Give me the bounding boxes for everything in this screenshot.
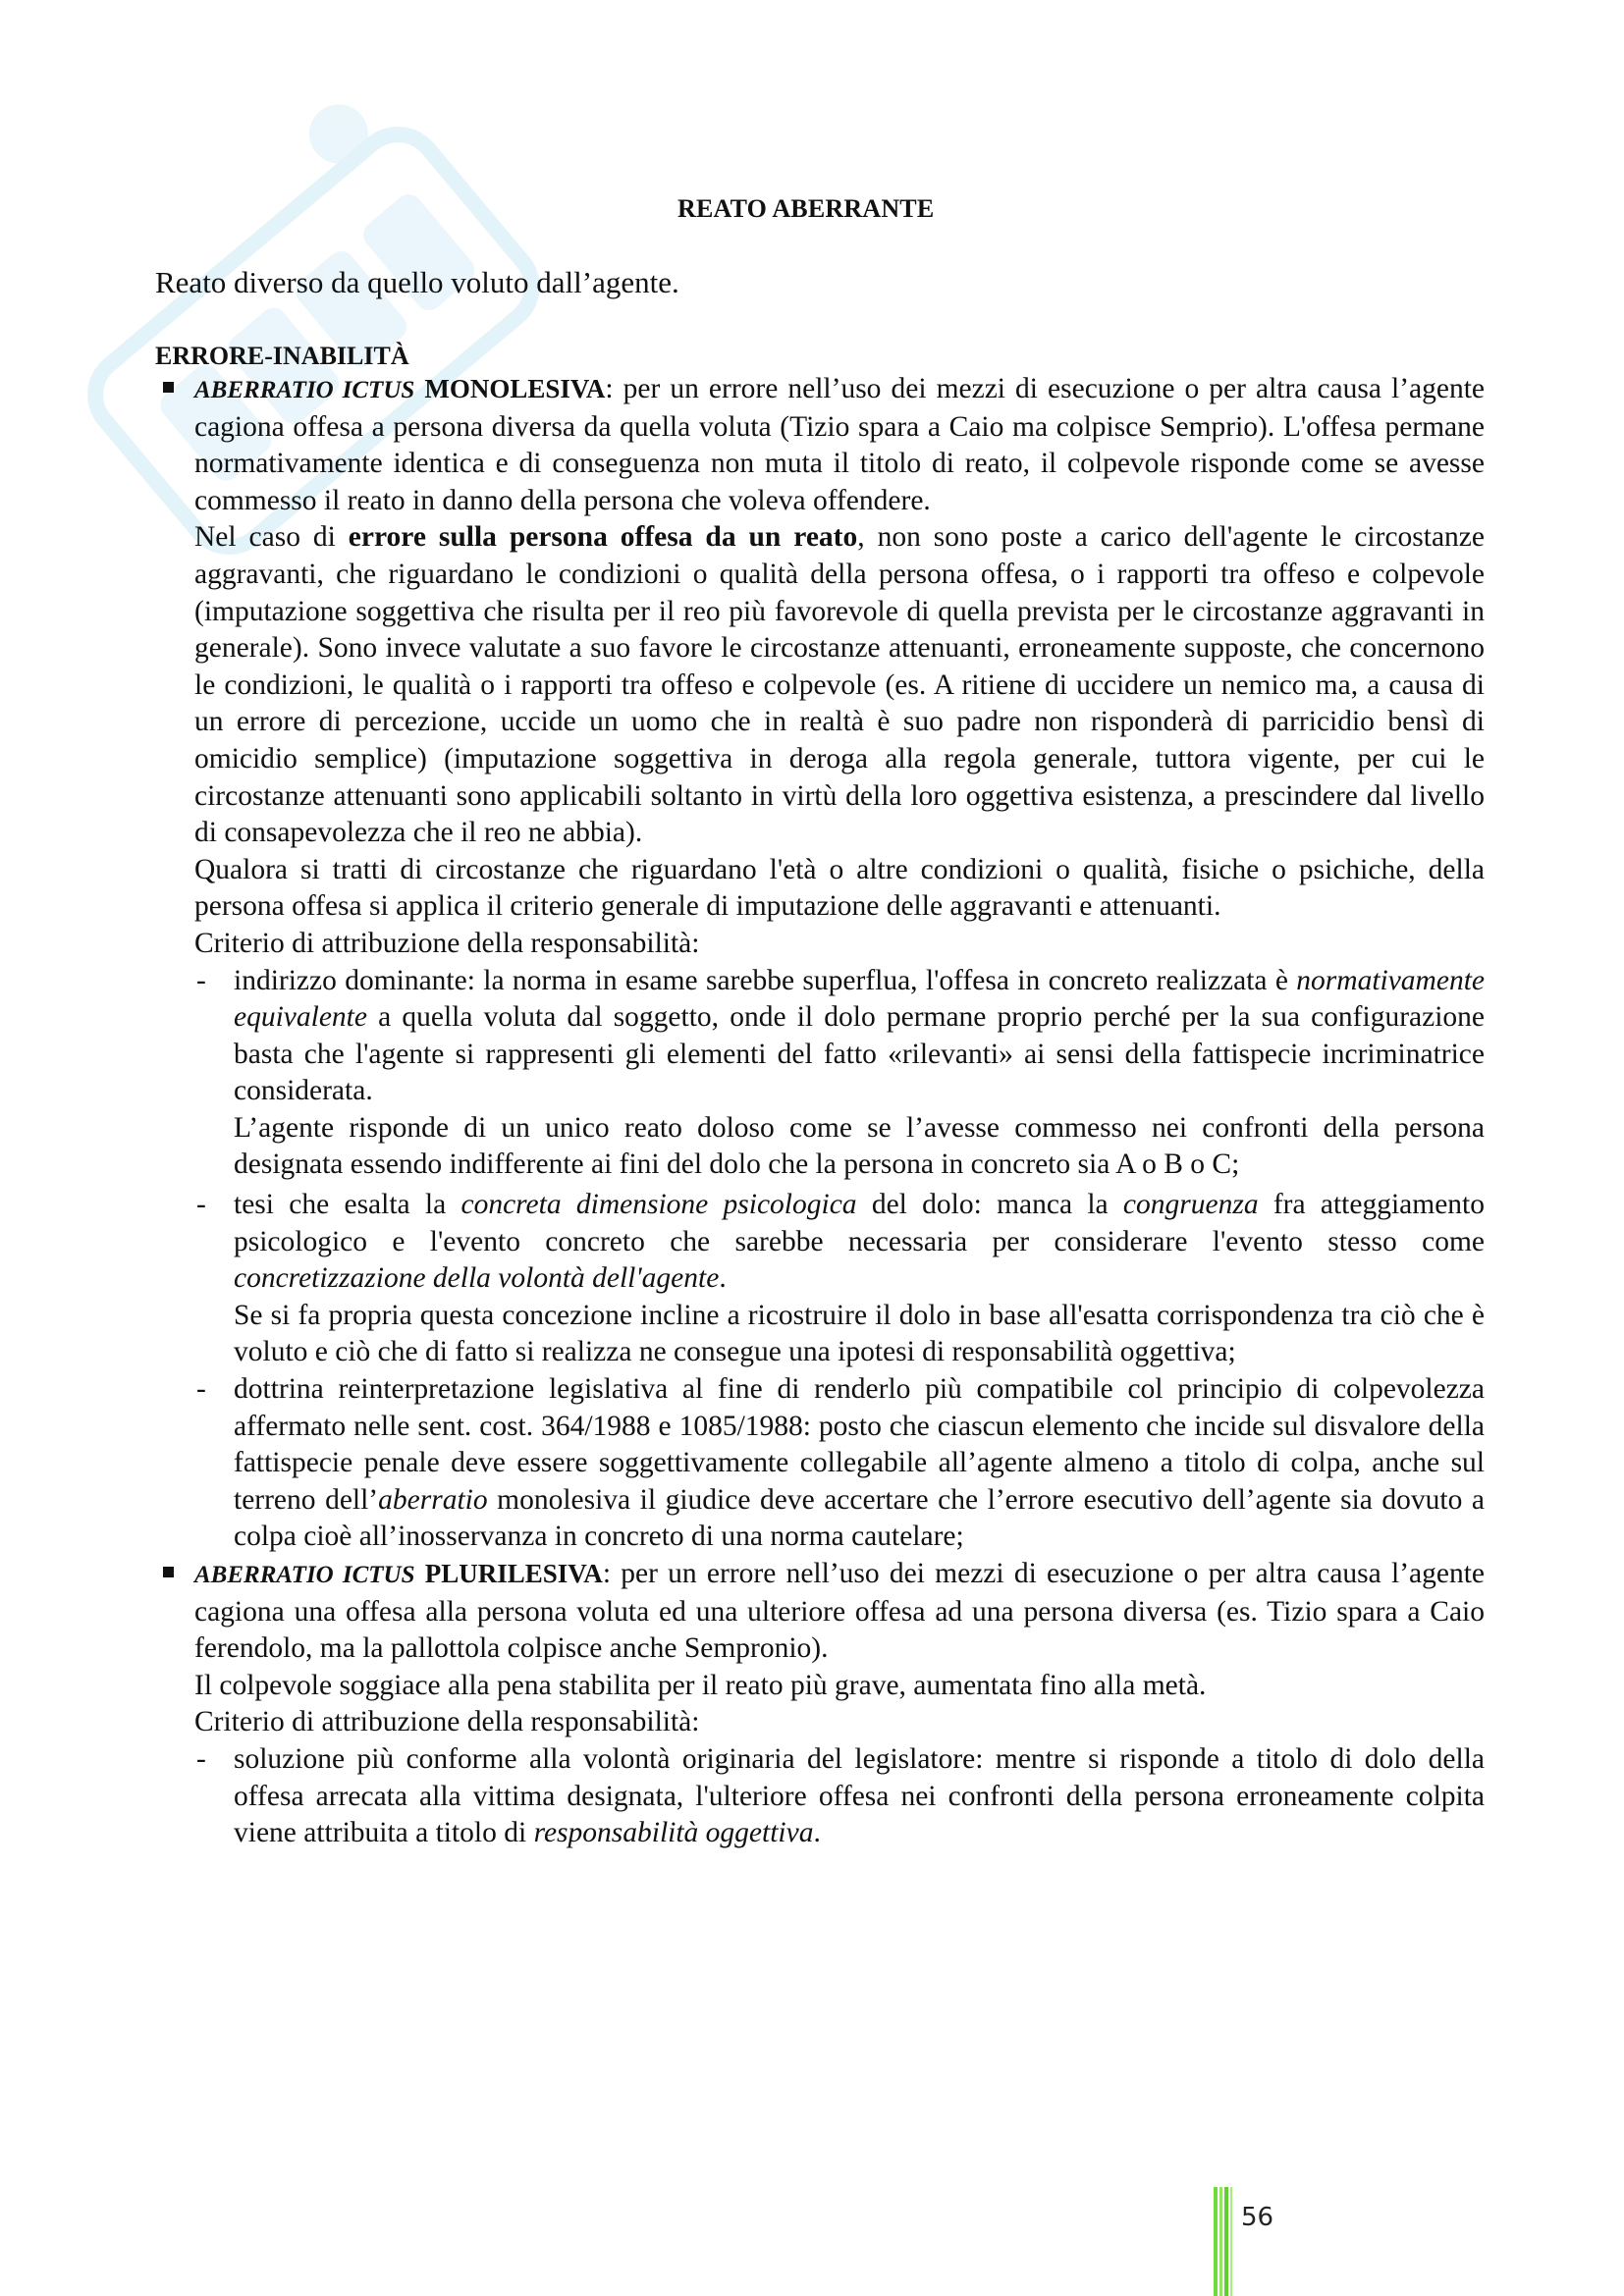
dash-marker: -: [196, 964, 206, 996]
dash-marker: -: [196, 1189, 206, 1221]
text: del dolo: manca la: [856, 1189, 1123, 1221]
text: monolesiva il giudice deve accertare che l’errore esecutivo dell’agente sia dovuto a colpa cioè all’inosservanza in concreto di una norma cautelare;: [234, 1483, 1486, 1553]
paragraph: Se si fa propria questa concezione incline a ricostruire il dolo in base all'esatta corrispondenza tra ciò che è voluto e ciò che di fatto si realizza ne consegue una ipotesi di responsabilità oggettiva;: [234, 1299, 1485, 1368]
paragraph: [194, 519, 1485, 851]
paragraph: L’agente risponde di un unico reato doloso come se l’avesse commesso nei confronti della persona designata essendo indifferente ai fini del dolo che la persona in concreto sia A o B o C;: [234, 1111, 1485, 1181]
text: tesi che esalta la: [234, 1189, 461, 1221]
document-body: [155, 371, 1485, 1852]
text: a quella voluta dal soggetto, onde il dolo permane proprio perché per la sua configurazione basta che l'agente si rappresenti gli elementi del fatto «rilevanti» ai sensi della fattispecie incriminatrice considerata.: [234, 1001, 1485, 1107]
square-bullet-icon: [163, 382, 174, 393]
term-bold: MONOLESIVA: [424, 374, 606, 403]
text: : per un errore nell’uso dei mezzi di esecuzione o per altra causa l’agente cagiona offesa a persona diversa da quella voluta (Tizio spara a Caio ma colpisce Semprio). L'offesa permane normativamente identica e di conseguenza non muta il titolo di reato, il colpevole risponde come se avesse commesso il reato in danno della persona che voleva offendere.: [194, 373, 1486, 516]
paragraph: [234, 963, 1485, 1110]
paragraph: Qualora si tratti di circostanze che riguardano l'età o altre condizioni o qualità, fisiche o psichiche, della persona offesa si applica il criterio generale di imputazione delle aggravanti e attenuanti.: [194, 853, 1485, 923]
text: Nel caso di: [194, 521, 349, 554]
square-bullet-icon: [163, 1567, 174, 1577]
text: fra atteggiamento psicologico e l'evento concreto che sarebbe necessaria per considerare l'evento stesso come: [234, 1189, 1485, 1257]
emphasis-italic: normativamente equivalente: [234, 964, 1485, 1034]
term-italic: ABERRATIO ICTUS: [194, 1562, 415, 1588]
footer-green-bars: [1214, 2187, 1241, 2296]
emphasis-italic: responsabilità oggettiva: [533, 1817, 814, 1849]
emphasis-italic: concreta dimensione psicologica: [460, 1189, 857, 1221]
dash-marker: -: [196, 1373, 206, 1406]
paragraph: [194, 1556, 1485, 1668]
dash-item: [194, 1741, 1485, 1852]
criterio-label: Criterio di attribuzione della responsabilità:: [194, 1706, 700, 1738]
term-bold: PLURILESIVA: [424, 1559, 603, 1588]
section-heading: ERRORE-INABILITÀ: [155, 342, 409, 370]
paragraph: [234, 1187, 1485, 1298]
dash-item: [194, 963, 1485, 1185]
emphasis-italic: congruenza: [1122, 1189, 1259, 1221]
dash-marker: -: [196, 1742, 206, 1775]
page-number: 56: [1241, 2203, 1274, 2232]
page-title: REATO ABERRANTE: [677, 194, 935, 223]
text: indirizzo dominante: la norma in esame sarebbe superflua, l'offesa in concreto realizzata è: [234, 964, 1297, 996]
paragraph: [194, 371, 1485, 519]
text: dottrina reinterpretazione legislativa al fine di renderlo più compatibile col principio di colpevolezza affermato nelle sent. cost. 364/1988 e 1085/1988: posto che ciascun elemento che incide sul disvalore della fattispecie penale deve essere soggettivamente collegabile all’agente almeno a titolo di colpa, anche sul terreno dell’: [234, 1373, 1485, 1516]
emphasis-italic: aberratio: [378, 1483, 488, 1516]
text: soluzione più conforme alla volontà originaria del legislatore: mentre si risponde a titolo di dolo della offesa arrecata alla vittima designata, l'ulteriore offesa nei confronti della persona erroneamente colpita viene attribuita a titolo di: [234, 1742, 1485, 1849]
text: .: [719, 1262, 727, 1295]
criterio-label: Criterio di attribuzione della responsabilità:: [194, 927, 700, 959]
paragraph: [234, 1371, 1485, 1556]
text: : per un errore nell’uso dei mezzi di esecuzione o per altra causa l’agente cagiona una offesa alla persona voluta ed una ulteriore offesa ad una persona diversa (es. Tizio spara a Caio ferendolo, ma la pallottola colpisce anche Sempronio).: [194, 1558, 1485, 1665]
intro-text: Reato diverso da quello voluto dall’agente.: [155, 265, 679, 299]
term-italic: ABERRATIO ICTUS: [194, 377, 415, 403]
paragraph: [234, 1741, 1485, 1852]
bullet-plurilesiva: [155, 1556, 1485, 1852]
paragraph: Il colpevole soggiace alla pena stabilita per il reato più grave, aumentata fino alla metà.: [194, 1669, 1207, 1701]
text: .: [813, 1817, 821, 1849]
dash-item: [194, 1371, 1485, 1556]
text: , non sono poste a carico dell'agente le circostanze aggravanti, che riguardano le condizioni o qualità della persona offesa, o i rapporti tra offeso e colpevole (imputazione soggettiva che risulta per il reo più favorevole di quella prevista per le circostanze aggravanti in generale). Sono invece valutate a suo favore le circostanze attenuanti, erroneamente supposte, che concernono le condizioni, le qualità o i rapporti tra offeso e colpevole (es. A ritiene di uccidere un nemico ma, a causa di un errore di percezione, uccide un uomo che in realtà è suo padre non risponderà di parricidio bensì di omicidio semplice) (imputazione soggettiva in deroga alla regola generale, tuttora vigente, per cui le circostanze attenuanti sono applicabili soltanto in virtù della loro oggettiva esistenza, a prescindere dal livello di consapevolezza che il reo ne abbia).: [194, 521, 1485, 849]
emphasis-italic: concretizzazione della volontà dell'agente: [234, 1262, 720, 1295]
emphasis-bold: errore sulla persona offesa da un reato: [348, 521, 858, 554]
dash-item: [194, 1187, 1485, 1371]
bullet-monolesiva: [155, 371, 1485, 1556]
